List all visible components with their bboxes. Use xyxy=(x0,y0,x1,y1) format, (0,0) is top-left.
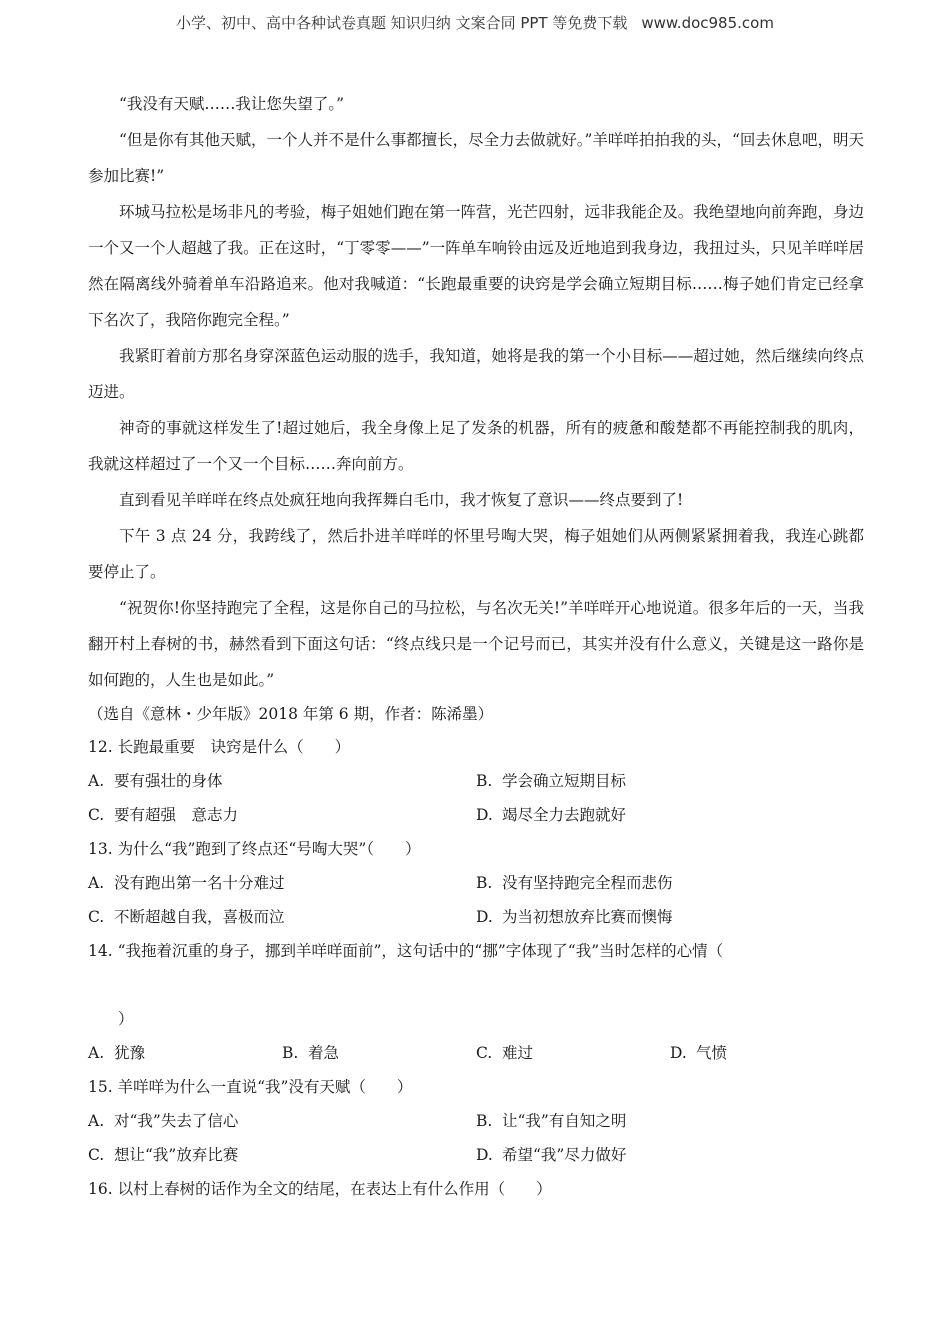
question-16-stem: 16. 以村上春树的话作为全文的结尾，在表达上有什么作用（ ） xyxy=(88,1180,552,1198)
header-url[interactable]: www.doc985.com xyxy=(641,14,774,32)
question-13-option-a[interactable]: A. 没有跑出第一名十分难过 xyxy=(88,874,285,892)
question-14-stem-tail: ） xyxy=(118,1010,134,1028)
paragraph: “但是你有其他天赋，一个人并不是什么事都擅长，尽全力去做就好。”羊咩咩拍拍我的头，“回去休息吧，明天参加比赛!” xyxy=(88,131,864,185)
question-12-option-c[interactable]: C. 要有超强 意志力 xyxy=(88,806,239,824)
question-15-option-b[interactable]: B. 让“我”有自知之明 xyxy=(476,1112,627,1130)
paragraph: 直到看见羊咩咩在终点处疯狂地向我挥舞白毛巾，我才恢复了意识——终点要到了! xyxy=(119,491,684,509)
paragraph: 环城马拉松是场非凡的考验，梅子姐她们跑在第一阵营，光芒四射，远非我能企及。我绝望地向前奔跑，身边一个又一个人超越了我。正在这时，“丁零零——”一阵单车响铃由远及近地追到我身边，我扭过头，只见羊咩咩居然在隔离线外骑着单车沿路追来。他对我喊道：“长跑最重要的诀窍是学会确立短期目标……梅子她们肯定已经拿下名次了，我陪你跑完全程。” xyxy=(88,203,864,329)
question-14-option-a[interactable]: A. 犹豫 xyxy=(88,1044,146,1062)
question-15-option-c[interactable]: C. 想让“我”放弃比赛 xyxy=(88,1146,239,1164)
paragraph: “我没有天赋……我让您失望了。” xyxy=(119,95,345,113)
question-13-option-c[interactable]: C. 不断超越自我，喜极而泣 xyxy=(88,908,285,926)
question-12-stem: 12. 长跑最重要 诀窍是什么（ ） xyxy=(88,738,351,756)
paragraph: 我紧盯着前方那名身穿深蓝色运动服的选手，我知道，她将是我的第一个小目标——超过她，然后继续向终点迈进。 xyxy=(88,347,864,401)
document-body xyxy=(88,86,864,1206)
question-13-options xyxy=(88,866,864,934)
paragraph: 神奇的事就这样发生了!超过她后，我全身像上足了发条的机器，所有的疲惫和酸楚都不再能控制我的肌肉，我就这样超过了一个又一个目标……奔向前方。 xyxy=(88,419,864,473)
question-14-option-d[interactable]: D. 气愤 xyxy=(670,1044,728,1062)
question-13-stem: 13. 为什么“我”跑到了终点还“号啕大哭”（ ） xyxy=(88,840,421,858)
question-14-options xyxy=(88,1036,864,1070)
source-citation: （选自《意林・少年版》2018 年第 6 期，作者：陈浠墨） xyxy=(88,705,494,723)
question-13-option-d[interactable]: D. 为当初想放弃比赛而懊悔 xyxy=(476,908,673,926)
header-text: 小学、初中、高中各种试卷真题 知识归纳 文案合同 PPT 等免费下载 xyxy=(176,14,628,32)
question-15-stem: 15. 羊咩咩为什么一直说“我”没有天赋（ ） xyxy=(88,1078,413,1096)
question-14-option-c[interactable]: C. 难过 xyxy=(476,1044,534,1062)
question-12-option-a[interactable]: A. 要有强壮的身体 xyxy=(88,772,223,790)
question-15-option-a[interactable]: A. 对“我”失去了信心 xyxy=(88,1112,239,1130)
paragraph: “祝贺你!你坚持跑完了全程，这是你自己的马拉松，与名次无关!”羊咩咩开心地说道。很多年后的一天，当我翻开村上春树的书，赫然看到下面这句话：“终点线只是一个记号而已，其实并没有什么意义，关键是这一路你是如何跑的，人生也是如此。” xyxy=(88,599,864,689)
question-14-stem: 14. “我拖着沉重的身子，挪到羊咩咩面前”，这句话中的“挪”字体现了“我”当时怎样的心情（ ） xyxy=(88,934,864,1036)
question-13-option-b[interactable]: B. 没有坚持跑完全程而悲伤 xyxy=(476,874,673,892)
page-header xyxy=(0,12,950,33)
question-12-options xyxy=(88,764,864,832)
question-15-option-d[interactable]: D. 希望“我”尽力做好 xyxy=(476,1146,627,1164)
paragraph: 下午 3 点 24 分，我跨线了，然后扑进羊咩咩的怀里号啕大哭，梅子姐她们从两侧紧紧拥着我，我连心跳都要停止了。 xyxy=(88,527,864,581)
question-12-option-d[interactable]: D. 竭尽全力去跑就好 xyxy=(476,806,627,824)
question-12-option-b[interactable]: B. 学会确立短期目标 xyxy=(476,772,627,790)
question-15-options xyxy=(88,1104,864,1172)
question-14-option-b[interactable]: B. 着急 xyxy=(282,1044,340,1062)
